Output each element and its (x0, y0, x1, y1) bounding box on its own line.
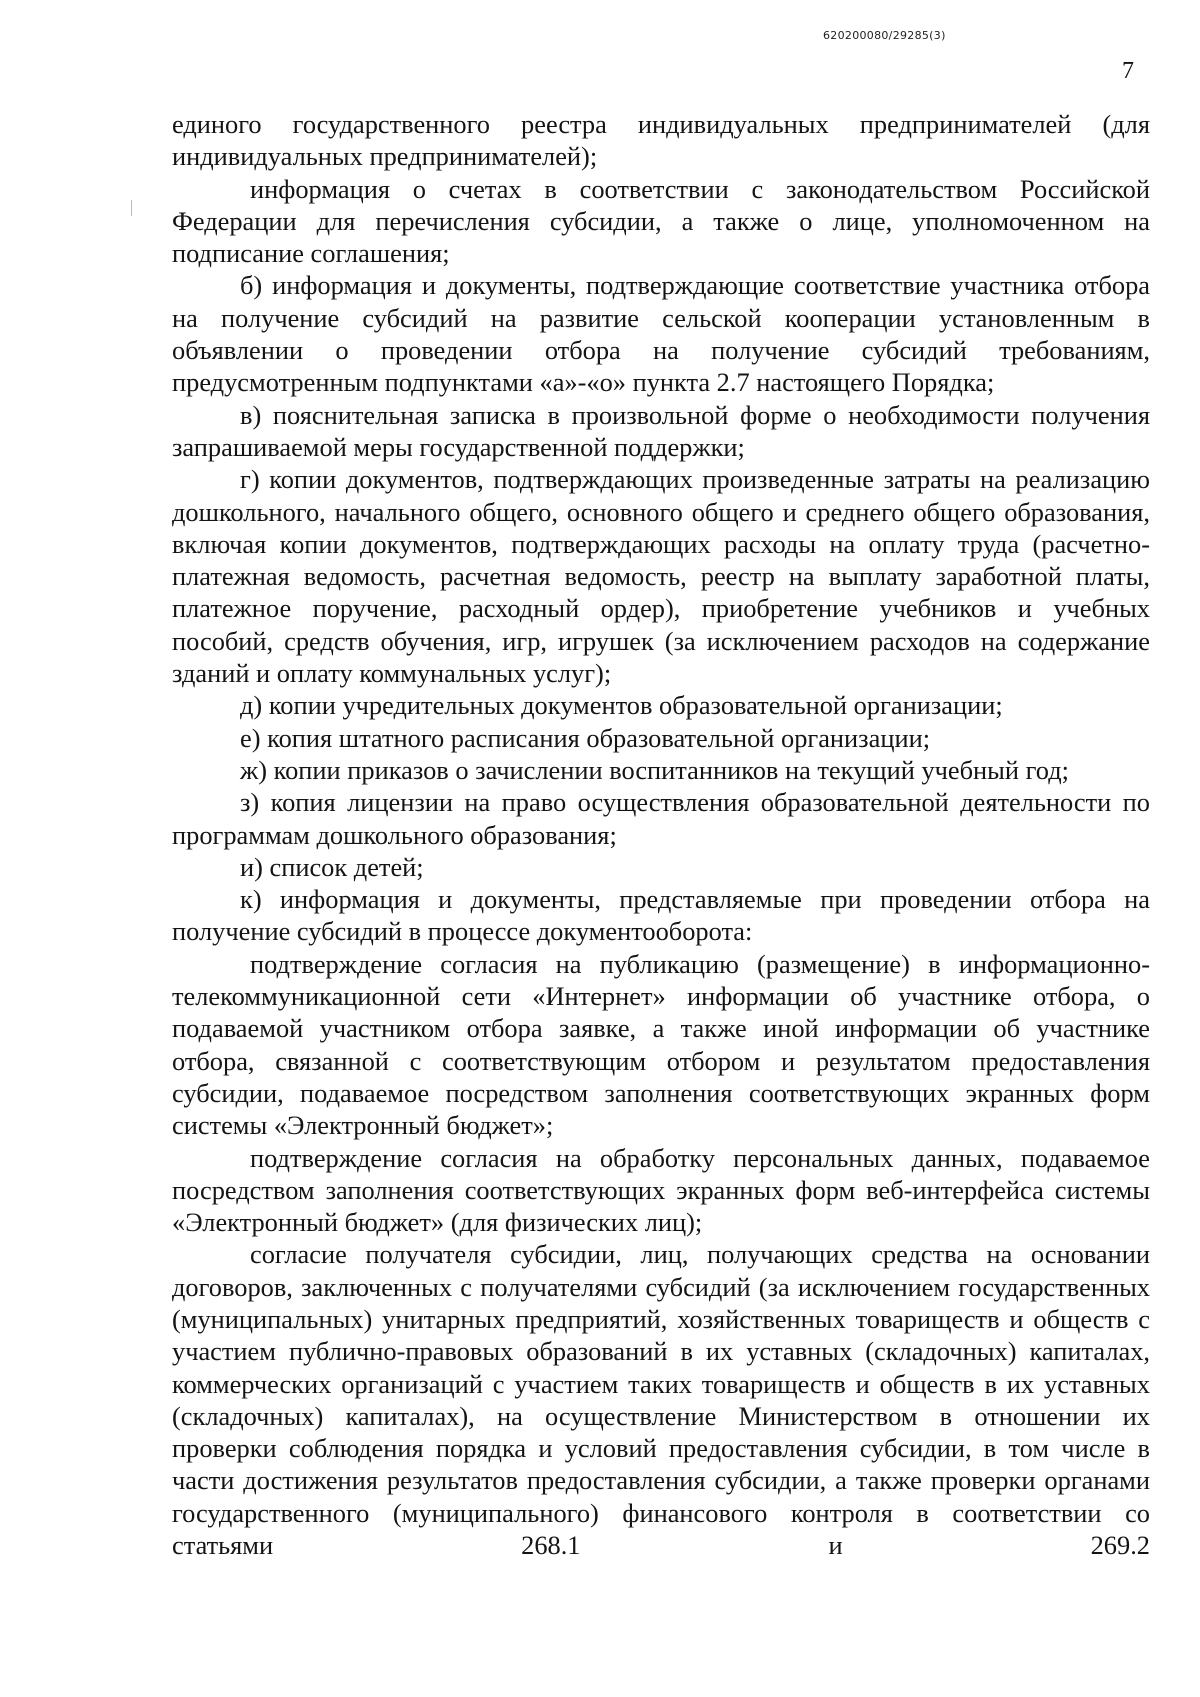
paragraph: г) копии документов, подтверждающих произведенные затраты на реализацию дошкольного, начального общего, основного общего и среднего общего образования, включая копии документов, подтверждающих расходы на оплату труда (расчетно-платежная ведомость, расчетная ведомость, реестр на выплату заработной платы, платежное поручение, расходный ордер), приобретение учебников и учебных пособий, средств обучения, игр, игрушек (за исключением расходов на содержание зданий и оплату коммунальных услуг); (172, 464, 1150, 689)
paragraph: б) информация и документы, подтверждающие соответствие участника отбора на получение субсидий на развитие сельской кооперации установленным в объявлении о проведении отбора на получение субсидий требованиям, предусмотренным подпунктами «а»-«о» пункта 2.7 настоящего Порядка; (172, 270, 1150, 398)
paragraph: подтверждение согласия на публикацию (размещение) в информационно-телекоммуникационной сети «Интернет» информации об участнике отбора, о подаваемой участником отбора заявке, а также иной информации об участнике отбора, связанной с соответствующим отбором и результатом предоставления субсидии, подаваемое посредством заполнения соответствующих экранных форм системы «Электронный бюджет»; (172, 948, 1150, 1141)
paragraph: ж) копии приказов о зачислении воспитанников на текущий учебный год; (240, 754, 1069, 785)
paragraph: информация о счетах в соответствии с законодательством Российской Федерации для перечисления субсидии, а также о лице, уполномоченном на подписание соглашения; (172, 173, 1150, 269)
document-id: 620200080/29285(3) (823, 29, 946, 42)
paragraph: в) пояснительная записка в произвольной форме о необходимости получения запрашиваемой меры государственной поддержки; (172, 399, 1150, 462)
paragraph: к) информация и документы, представляемые при проведении отбора на получение субсидий в процессе документооборота: (172, 884, 1150, 947)
paragraph: согласие получателя субсидии, лиц, получающих средства на основании договоров, заключенных с получателями субсидий (за исключением государственных (муниципальных) унитарных предприятий, хозяйственных товариществ и обществ с участием публично-правовых образований в их уставных (складочных) капиталах, коммерческих организаций с участием таких товариществ и обществ в их уставных (складочных) капиталах), на осуществление Министерством в отношении их проверки соблюдения порядка и условий предоставления субсидии, в том числе в части достижения результатов предоставления субсидии, а также проверки органами государственного (муниципального) финансового контроля в соответствии со статьями 268.1 и 269.2 (172, 1239, 1150, 1561)
page-number: 7 (1122, 58, 1134, 84)
paragraph: е) копия штатного расписания образовательной организации; (240, 722, 931, 753)
document-body (172, 108, 1150, 1561)
paragraph: д) копии учредительных документов образовательной организации; (240, 690, 1003, 721)
paragraph: подтверждение согласия на обработку персональных данных, подаваемое посредством заполнения соответствующих экранных форм веб-интерфейса системы «Электронный бюджет» (для физических лиц); (172, 1142, 1150, 1238)
paragraph: единого государственного реестра индивидуальных предпринимателей (для индивидуальных предпринимателей); (172, 109, 1150, 172)
paragraph: и) список детей; (240, 851, 424, 882)
paragraph: з) копия лицензии на право осуществления образовательной деятельности по программам дошкольного образования; (172, 787, 1150, 850)
margin-mark (131, 200, 132, 216)
